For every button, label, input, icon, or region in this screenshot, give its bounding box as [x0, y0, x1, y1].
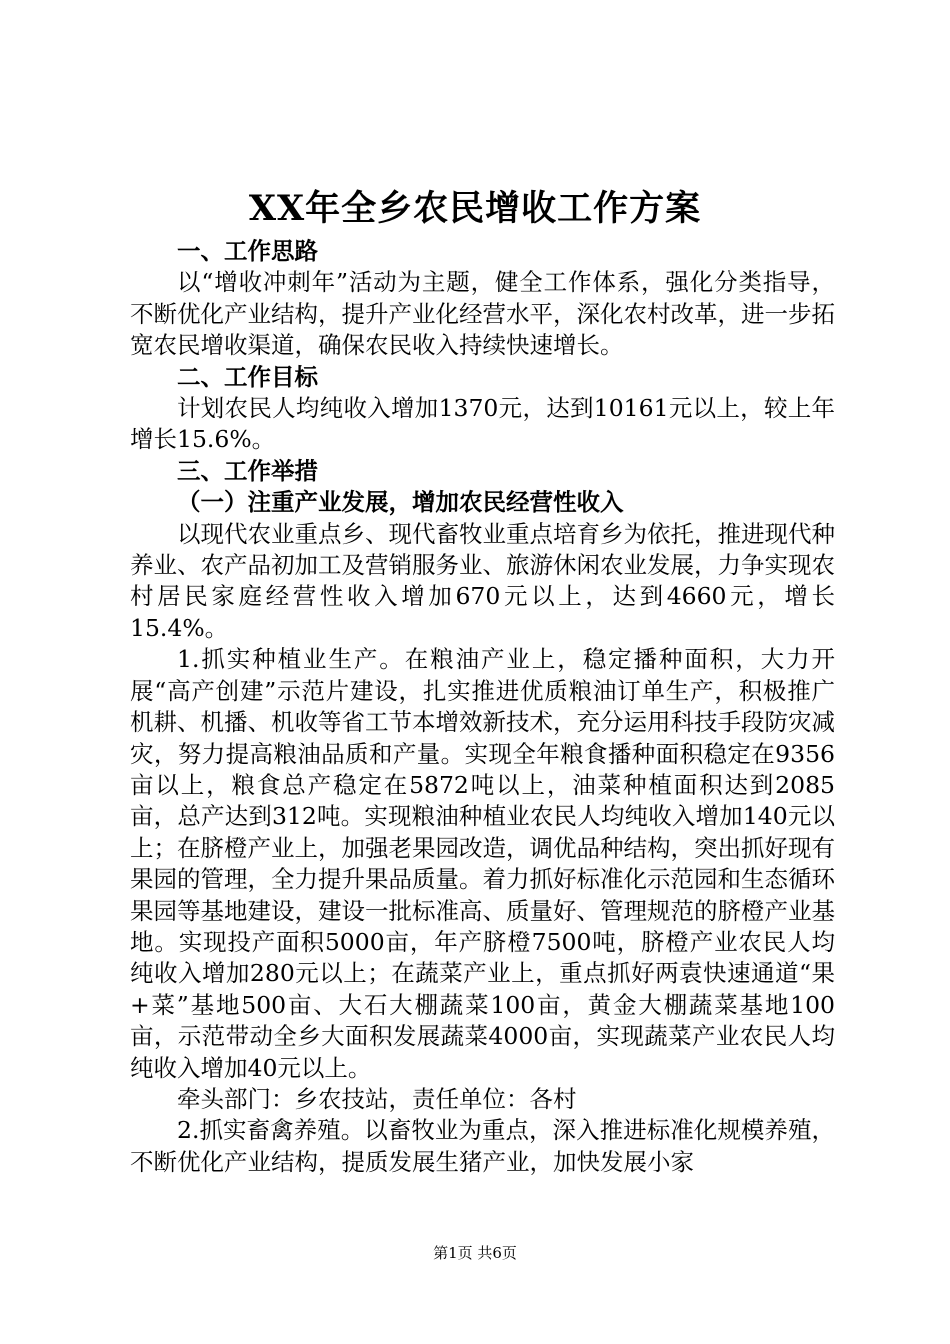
section-heading: 三、工作举措: [177, 456, 318, 485]
body-paragraph: 1.抓实种植业生产。在粮油产业上，稳定播种面积，大力开展“高产创建”示范片建设，扎实推进优质粮油订单生产，积极推广机耕、机播、机收等省工节本增效新技术，充分运用科技手段防灾减灾，努力提高粮油品质和产量。实现全年粮食播种面积稳定在9356亩以上，粮食总产稳定在5872吨以上，油菜种植面积达到2085亩，总产达到312吨。实现粮油种植业农民人均纯收入增加140元以上；在脐橙产业上，加强老果园改造，调优品种结构，突出抓好现有果园的管理，全力提升果品质量。着力抓好标准化示范园和生态循环果园等基地建设，建设一批标准高、质量好、管理规范的脐橙产业基地。实现投产面积5000亩，年产脐橙7500吨，脐橙产业农民人均纯收入增加280元以上；在蔬菜产业上，重点抓好两袁快速通道“果+菜”基地500亩、大石大棚蔬菜100亩，黄金大棚蔬菜基地100亩，示范带动全乡大面积发展蔬菜4000亩，实现蔬菜产业农民人均纯收入增加40元以上。: [130, 645, 835, 1082]
section-heading: 一、工作思路: [177, 237, 318, 265]
body-paragraph: 以“增收冲刺年”活动为主题，健全工作体系，强化分类指导，不断优化产业结构，提升产业化经营水平，深化农村改革，进一步拓宽农民增收渠道，确保农民收入持续快速增长。: [130, 268, 835, 360]
body-paragraph: 以现代农业重点乡、现代畜牧业重点培育乡为依托，推进现代种养业、农产品初加工及营销服务业、旅游休闲农业发展，力争实现农村居民家庭经营性收入增加670元以上，达到4660元，增长15.4%。: [130, 519, 835, 642]
section-heading: 二、工作目标: [177, 362, 318, 391]
page-indicator: 第1页 共6页: [433, 1244, 517, 1262]
document-body: [130, 236, 835, 1178]
document-title: XX年全乡农民增收工作方案: [248, 188, 702, 229]
body-paragraph: 牵头部门：乡农技站，责任单位：各村: [177, 1084, 577, 1113]
body-paragraph: 计划农民人均纯收入增加1370元，达到10161元以上，较上年增长15.6%。: [130, 394, 835, 454]
subsection-heading: （一）注重产业发展，增加农民经营性收入: [177, 488, 624, 517]
body-paragraph: 2.抓实畜禽养殖。以畜牧业为重点，深入推进标准化规模养殖，不断优化产业结构，提质发展生猪产业，加快发展小家: [130, 1116, 835, 1176]
